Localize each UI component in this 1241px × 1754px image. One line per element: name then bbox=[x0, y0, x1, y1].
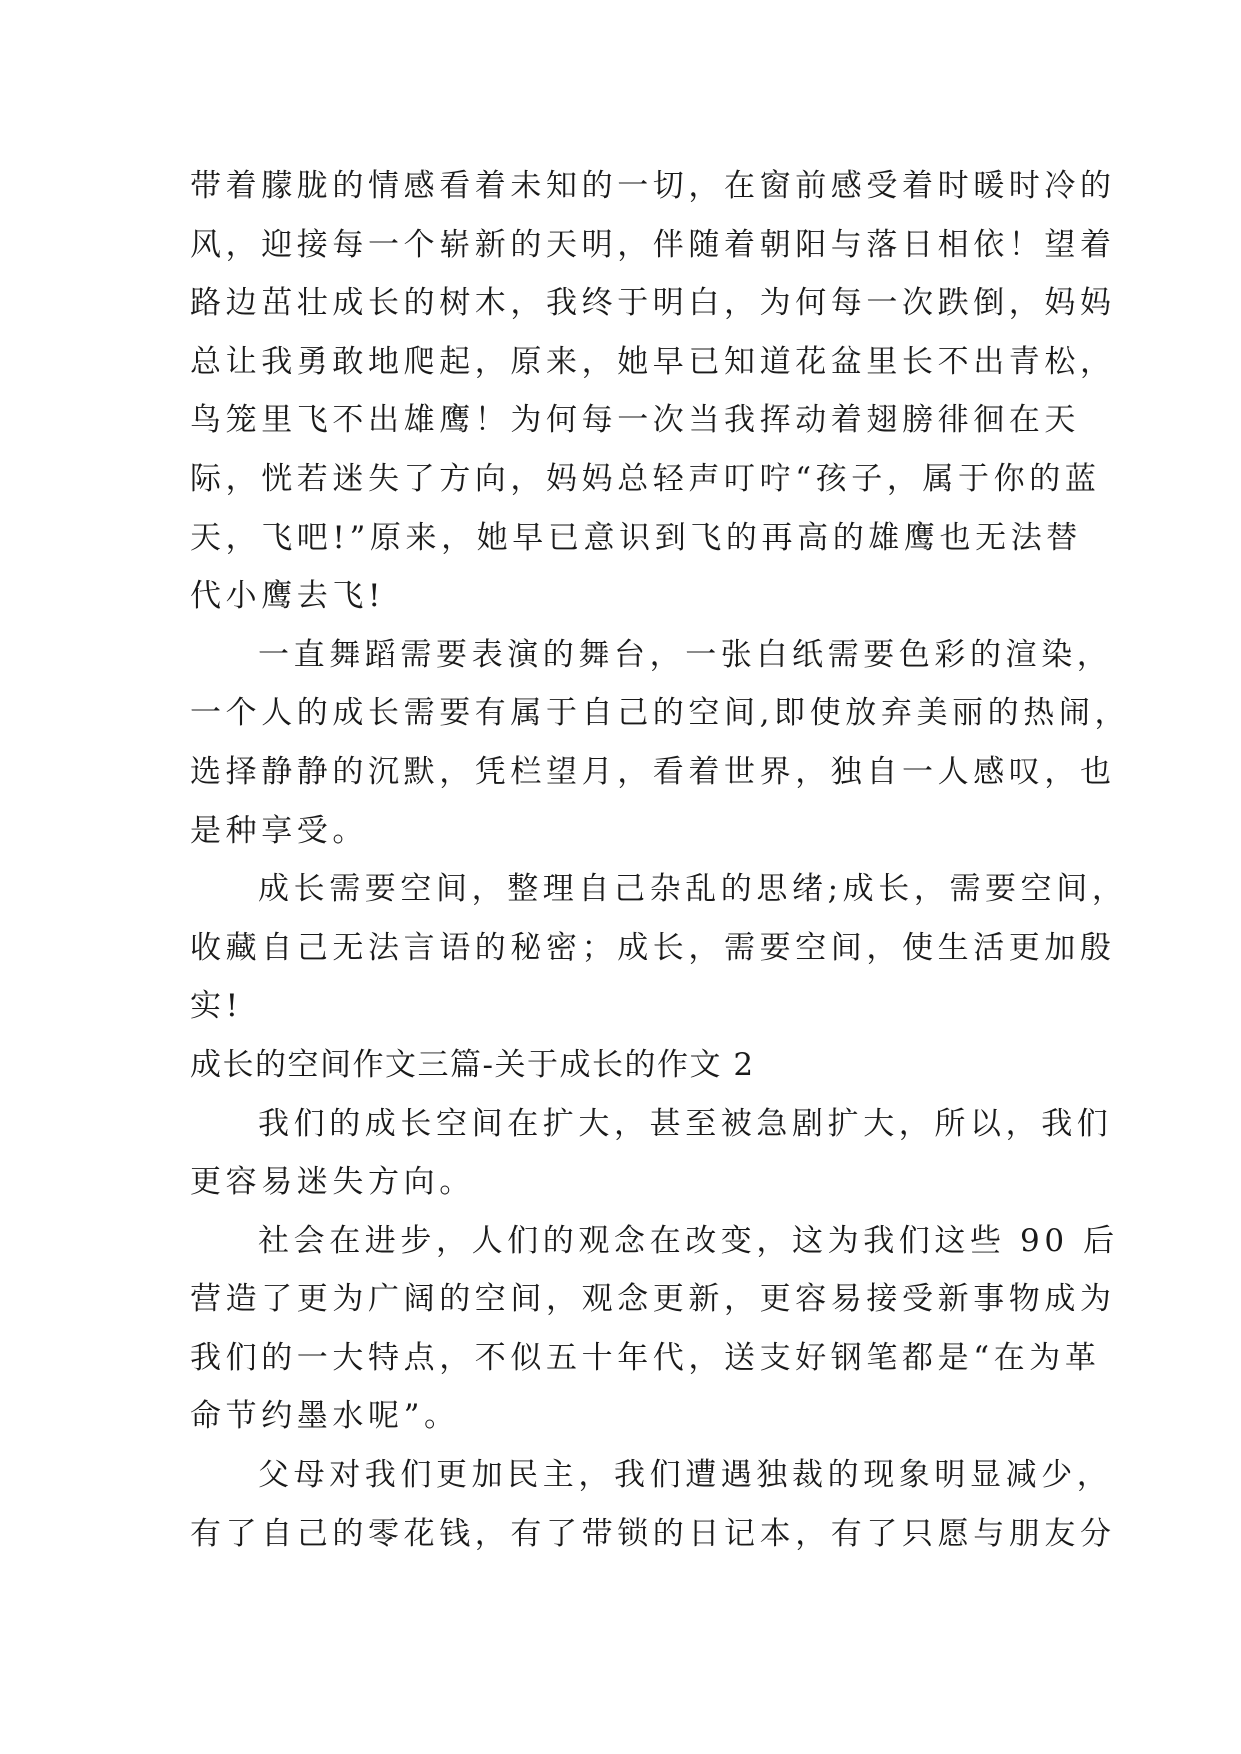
text-line: 有了自己的零花钱，有了带锁的日记本，有了只愿与朋友分 bbox=[190, 1515, 1116, 1552]
text-line: 天，飞吧!”原来，她早已意识到飞的再高的雄鹰也无法替 bbox=[190, 519, 1082, 556]
text-line: 风，迎接每一个崭新的天明，伴随着朝阳与落日相依！望着 bbox=[190, 226, 1116, 263]
text-line: 一个人的成长需要有属于自己的空间,即使放弃美丽的热闹， bbox=[190, 695, 1131, 732]
text-line: 社会在进步，人们的观念在改变，这为我们这些 90 后 bbox=[258, 1222, 1119, 1259]
text-line: 成长需要空间，整理自己杂乱的思绪;成长，需要空间， bbox=[258, 871, 1128, 908]
text-line: 命节约墨水呢”。 bbox=[190, 1398, 460, 1435]
document-body bbox=[190, 157, 1131, 1563]
text-line: 鸟笼里飞不出雄鹰！为何每一次当我挥动着翅膀徘徊在天 bbox=[190, 402, 1080, 439]
text-line: 际，恍若迷失了方向，妈妈总轻声叮咛“孩子，属于你的蓝 bbox=[190, 460, 1101, 497]
text-line: 一直舞蹈需要表演的舞台，一张白纸需要色彩的渲染， bbox=[258, 636, 1113, 673]
text-line: 收藏自己无法言语的秘密；成长，需要空间，使生活更加殷 bbox=[190, 929, 1116, 966]
text-line: 更容易迷失方向。 bbox=[190, 1164, 475, 1201]
text-line: 父母对我们更加民主，我们遭遇独裁的现象明显减少， bbox=[258, 1457, 1113, 1494]
text-line: 我们的成长空间在扩大，甚至被急剧扩大，所以，我们 bbox=[258, 1105, 1113, 1142]
text-line: 是种享受。 bbox=[190, 812, 368, 849]
text-line: 我们的一大特点，不似五十年代，送支好钢笔都是“在为革 bbox=[190, 1339, 1101, 1376]
text-line: 总让我勇敢地爬起，原来，她早已知道花盆里长不出青松， bbox=[190, 343, 1116, 380]
section-heading: 成长的空间作文三篇-关于成长的作文 2 bbox=[190, 1046, 755, 1083]
text-line: 路边茁壮成长的树木，我终于明白，为何每一次跌倒，妈妈 bbox=[190, 285, 1116, 322]
text-line: 营造了更为广阔的空间，观念更新，更容易接受新事物成为 bbox=[190, 1281, 1116, 1318]
text-line: 代小鹰去飞! bbox=[190, 578, 386, 615]
text-line: 选择静静的沉默，凭栏望月，看着世界，独自一人感叹，也 bbox=[190, 753, 1116, 790]
text-line: 实! bbox=[190, 988, 243, 1025]
text-line: 带着朦胧的情感看着未知的一切，在窗前感受着时暖时冷的 bbox=[190, 168, 1116, 204]
